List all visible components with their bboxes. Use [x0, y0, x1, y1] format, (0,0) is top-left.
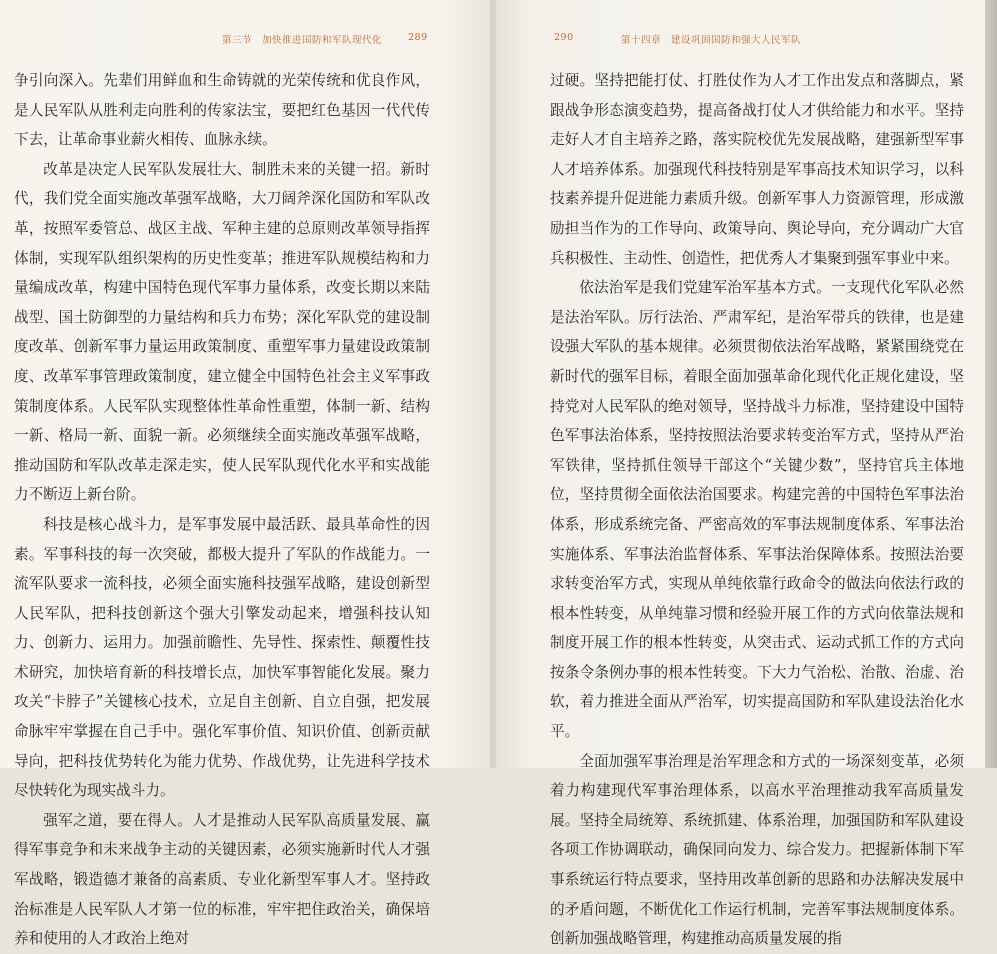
left-page: [0, 0, 492, 948]
paragraph: 改革是决定人民军队发展壮大、制胜未来的关键一招。新时代，我们党全面实施改革强军战略，大刀阔斧深化国防和军队改革，按照军委管总、战区主战、军种主建的总原则改革领导指挥体制，实现军队组织架构的历史性变革；推进军队规模结构和力量编成改革，构建中国特色现代军事力量体系，改变长期以来陆战型、国土防御型的力量结构和兵力布势；深化军队党的建设制度改革、创新军事力量运用政策制度、重塑军事力量建设政策制度、改革军事管理政策制度，建立健全中国特色社会主义军事政策制度体系。人民军队实现整体性革命性重塑，体制一新、结构一新、格局一新、面貌一新。必须继续全面实施改革强军战略，推动国防和军队改革走深走实，使人民军队现代化水平和实战能力不断迈上新台阶。: [14, 160, 430, 504]
body-text: [14, 66, 430, 954]
page-number: 290: [554, 32, 574, 43]
page-stack-edge: [985, 0, 997, 768]
body-text: [550, 66, 964, 954]
paragraph: 科技是核心战斗力，是军事发展中最活跃、最具革命性的因素。军事科技的每一次突破，都极大提升了军队的作战能力。一流军队要求一流科技，必须全面实施科技强军战略，建设创新型人民军队，把科技创新这个强大引擎发动起来，增强科技认知力、创新力、运用力。加强前瞻性、先导性、探索性、颠覆性技术研究，加快培育新的科技增长点，加快军事智能化发展。聚力攻关“卡脖子”关键核心技术，立足自主创新、自立自强，把发展命脉牢牢掌握在自己手中。强化军事价值、知识价值、创新贡献导向，把科技优势转化为能力优势、作战优势，让先进科学技术尽快转化为现实战斗力。: [14, 515, 430, 800]
paragraph: 过硬。坚持把能打仗、打胜仗作为人才工作出发点和落脚点，紧跟战争形态演变趋势，提高备战打仗人才供给能力和水平。坚持走好人才自主培养之路，落实院校优先发展战略，建强新型军事人才培养体系。加强现代科技特别是军事高技术知识学习，以科技素养提升促进能力素质升级。创新军事人力资源管理，形成激励担当作为的工作导向、政策导向、舆论导向，充分调动广大官兵积极性、主动性、创造性，把优秀人才集聚到强军事业中来。: [550, 72, 964, 267]
running-head-title: 第十四章 建设巩固国防和强大人民军队: [621, 35, 802, 46]
paragraph: 全面加强军事治理是治军理念和方式的一场深刻变革，必须着力构建现代军事治理体系，以高水平治理推动我军高质量发展。坚持全局统筹、系统抓建、体系治理，加强国防和军队建设各项工作协调联动，确保同向发力、综合发力。把握新体制下军事系统运行特点要求，坚持用改革创新的思路和办法解决发展中的矛盾问题，不断优化工作运行机制，完善军事法规制度体系。创新加强战略管理，构建推动高质量发展的指: [550, 752, 964, 948]
paragraph: 依法治军是我们党建军治军基本方式。一支现代化军队必然是法治军队。厉行法治、严肃军纪，是治军带兵的铁律，也是建设强大军队的基本规律。必须贯彻依法治军战略，紧紧围绕党在新时代的强军目标，着眼全面加强革命化现代化正规化建设，坚持党对人民军队的绝对领导，坚持战斗力标准，坚持建设中国特色军事法治体系，坚持按照法治要求转变治军方式，坚持从严治军铁律，坚持抓住领导干部这个“关键少数”，坚持官兵主体地位，坚持贯彻全面依法治国要求。构建完善的中国特色军事法治体系，形成系统完备、严密高效的军事法规制度体系、军事法治实施体系、军事法治监督体系、军事法治保障体系。按照法治要求转变治军方式，实现从单纯依靠行政命令的做法向依法行政的根本性转变，从单纯靠习惯和经验开展工作的方式向依靠法规和制度开展工作的根本性转变，从突击式、运动式抓工作的方式向按条令条例办事的根本性转变。下大力气治松、治散、治虚、治软，着力推进全面从严治军，切实提高国防和军队建设法治化水平。: [550, 279, 964, 741]
page-number: 289: [408, 32, 428, 43]
running-head-title: 第三节 加快推进国防和军队现代化: [222, 35, 383, 46]
paragraph: 争引向深入。先辈们用鲜血和生命铸就的光荣传统和优良作风，是人民军队从胜利走向胜利的传家法宝，要把红色基因一代代传下去，让革命事业薪火相传、血脉永续。: [14, 72, 430, 149]
paragraph: 强军之道，要在得人。人才是推动人民军队高质量发展、赢得军事竞争和未来战争主动的关键因素，必须实施新时代人才强军战略，锻造德才兼备的高素质、专业化新型军事人才。坚持政治标准是人民军队人才第一位的标准，牢牢把住政治关，确保培养和使用的人才政治上绝对: [14, 811, 430, 948]
right-page: [496, 0, 985, 948]
